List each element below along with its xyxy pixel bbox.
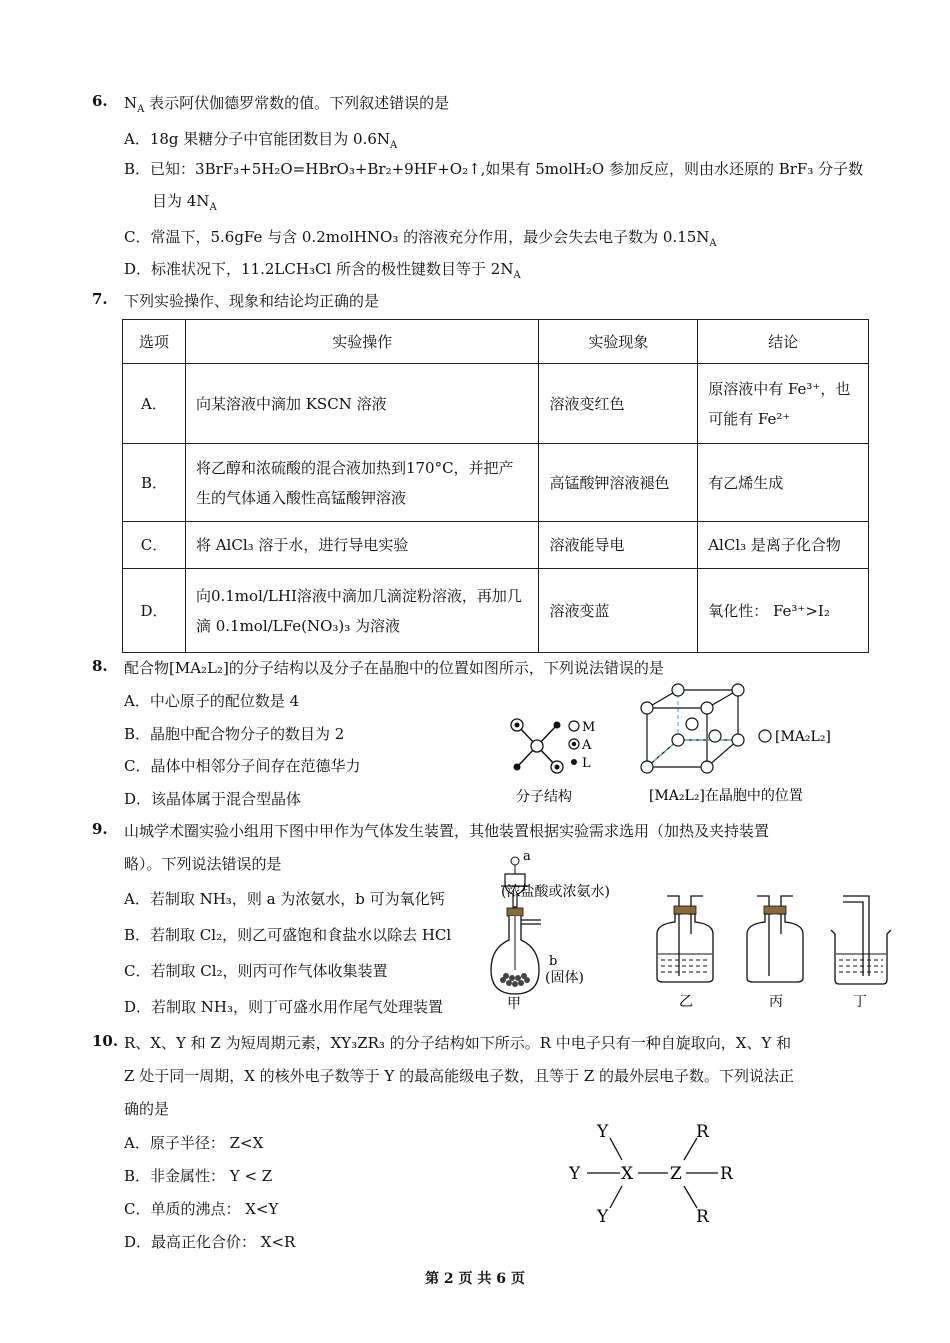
caption-yi: 乙 [679, 994, 693, 1010]
center-atom-m [531, 740, 543, 752]
q6-option-b-line2-text: 目为 4N [152, 192, 210, 210]
row-d-conclusion: 氧化性： Fe³⁺>I₂ [698, 569, 869, 653]
q10-stem-line2: Z 处于同一周期，X 的核外电子数等于 Y 的最高能级电子数，且等于 Z 的最外层电子数。下列说法正 [124, 1067, 795, 1085]
atom-y-top: Y [597, 1122, 609, 1142]
q9-option-d: D．若制取 NH₃，则丁可盛水用作尾气处理装置 [124, 998, 444, 1016]
q7-number: 7. [92, 290, 108, 308]
table-header-row [123, 320, 869, 364]
q6-stem-pre: N [124, 94, 138, 112]
q8-stem: 配合物[MA₂L₂]的分子结构以及分子在晶胞中的位置如图所示，下列说法错误的是 [124, 659, 664, 677]
atom-r-bottom: R [696, 1207, 709, 1227]
label-a: a [523, 852, 531, 864]
row-c-phenomenon: 溶液能导电 [539, 522, 698, 569]
apparatus-yi [657, 896, 713, 1010]
row-b-phenomenon: 高锰酸钾溶液褪色 [539, 444, 698, 522]
q8-option-c: C．晶体中相邻分子间存在范德华力 [124, 757, 361, 775]
q6-option-d-sub: A [513, 270, 521, 281]
atom-y-left: Y [569, 1164, 581, 1184]
atom-l-2 [514, 764, 521, 771]
legend-l: L [582, 756, 591, 771]
q8-option-a: A．中心原子的配位数是 4 [124, 692, 300, 710]
q10-stem-line3: 确的是 [124, 1100, 170, 1118]
row-a-conclusion: 原溶液中有 Fe³⁺，也可能有 Fe²⁺ [698, 364, 869, 444]
table-row [123, 522, 869, 569]
caption-bing: 丙 [769, 994, 783, 1010]
q9-stem-line1: 山城学术圈实验小组用下图中甲作为气体发生装置，其他装置根据实验需求选用（加热及夹持装置 [124, 822, 770, 840]
q6-option-b-line2-sub: A [209, 202, 217, 213]
legend-a: A [582, 738, 592, 753]
q6-option-b-line1: B．已知：3BrF₃+5H₂O=HBrO₃+Br₂+9HF+O₂↑,如果有 5molH₂O 参加反应，则由水还原的 BrF₃ 分子数 [124, 160, 864, 178]
row-d-operation: 向0.1mol/LHI溶液中滴加几滴淀粉溶液，再加几滴 0.1mol/LFe(NO₃)₃ 为溶液 [185, 569, 539, 653]
row-b-conclusion: 有乙烯生成 [698, 444, 869, 522]
q6-option-d [124, 258, 521, 281]
q6-option-d-text: D．标准状况下，11.2LCH₃Cl 所含的极性键数目等于 2N [124, 260, 514, 278]
caption-ding: 丁 [853, 994, 867, 1010]
q6-stem-sub: A [137, 104, 145, 115]
q6-option-c [124, 226, 717, 249]
atom-y-bottom: Y [597, 1207, 609, 1227]
atom-l-1 [554, 722, 561, 729]
row-a-phenomenon: 溶液变红色 [539, 364, 698, 444]
header-conclusion: 结论 [698, 320, 869, 364]
q9-stem-line2: 略）。下列说法错误的是 [124, 855, 282, 873]
q6-option-c-text: C．常温下，5.6gFe 与含 0.2molHNO₃ 的溶液充分作用，最少会失去电子数为 0.15N [124, 228, 710, 246]
q6-number: 6. [92, 92, 108, 110]
row-a-operation: 向某溶液中滴加 KSCN 溶液 [185, 364, 539, 444]
molecule-structure-figure [500, 712, 610, 807]
q9-number: 9. [92, 820, 108, 838]
row-c-option: C． [123, 522, 186, 569]
header-phenomenon: 实验现象 [539, 320, 698, 364]
q6-stem-post: 表示阿伏伽德罗常数的值。下列叙述错误的是 [144, 94, 450, 112]
q9-option-c: C．若制取 Cl₂，则丙可作气体收集装置 [124, 962, 388, 980]
header-operation: 实验操作 [185, 320, 539, 364]
apparatus-bing [747, 896, 803, 1010]
atom-r-right: R [720, 1164, 733, 1184]
row-d-phenomenon: 溶液变蓝 [539, 569, 698, 653]
q10-option-c: C．单质的沸点： X<Y [124, 1200, 279, 1218]
q10-number: 10. [92, 1032, 119, 1050]
q6-option-a [124, 128, 397, 151]
row-b-operation: 将乙醇和浓硫酸的混合液加热到170°C，并把产生的气体通入酸性高锰酸钾溶液 [185, 444, 539, 522]
q10-stem-line1: R、X、Y 和 Z 为短周期元素，XY₃ZR₃ 的分子结构如下所示。R 中电子只有一种自旋取向，X、Y 和 [124, 1034, 792, 1052]
q6-option-a-sub: A [390, 140, 398, 151]
q8-option-b: B．晶胞中配合物分子的数目为 2 [124, 725, 345, 743]
label-a-note: (浓盐酸或浓氨水) [501, 884, 610, 900]
row-a-option: A． [123, 364, 186, 444]
caption-unit-cell: [MA₂L₂]在晶胞中的位置 [649, 788, 803, 804]
q10-option-a: A．原子半径： Z<X [124, 1134, 264, 1152]
q8-number: 8. [92, 657, 108, 675]
apparatus-figure [485, 852, 905, 1014]
experiment-table [122, 319, 869, 653]
q7-stem: 下列实验操作、现象和结论均正确的是 [124, 292, 380, 310]
apparatus-jia [491, 852, 610, 1012]
row-c-operation: 将 AlCl₃ 溶于水，进行导电实验 [185, 522, 539, 569]
xy3zr3-structure-figure [560, 1118, 750, 1230]
q10-option-d: D．最高正化合价： X<R [124, 1233, 296, 1251]
table-row [123, 364, 869, 444]
caption-molecule-structure: 分子结构 [516, 789, 572, 805]
row-d-option: D． [123, 569, 186, 653]
atom-x: X [621, 1164, 634, 1184]
atom-z: Z [670, 1164, 682, 1184]
row-b-option: B． [123, 444, 186, 522]
caption-jia: 甲 [507, 996, 521, 1012]
q8-option-d: D．该晶体属于混合型晶体 [124, 790, 302, 808]
legend-m: M [582, 720, 596, 735]
unit-cell-figure [635, 680, 845, 808]
legend-cell-molecule: [MA₂L₂] [775, 729, 831, 745]
row-c-conclusion: AlCl₃ 是离子化合物 [698, 522, 869, 569]
q6-option-c-sub: A [709, 238, 717, 249]
label-b-note: (固体) [545, 970, 584, 986]
label-b: b [549, 954, 558, 969]
table-row [123, 444, 869, 522]
atom-r-top: R [696, 1122, 709, 1142]
q6-option-b-line2 [152, 190, 217, 213]
table-row [123, 569, 869, 653]
header-option: 选项 [123, 320, 186, 364]
q9-option-b: B．若制取 Cl₂，则乙可盛饱和食盐水以除去 HCl [124, 926, 452, 944]
page-footer: 第 2 页 共 6 页 [425, 1271, 525, 1287]
q9-option-a: A．若制取 NH₃，则 a 为浓氨水，b 可为氧化钙 [124, 890, 445, 908]
q10-option-b: B．非金属性： Y < Z [124, 1167, 273, 1185]
q6-stem [124, 92, 449, 115]
apparatus-ding [831, 896, 891, 1010]
q6-option-a-text: A．18g 果糖分子中官能团数目为 0.6N [124, 130, 391, 148]
